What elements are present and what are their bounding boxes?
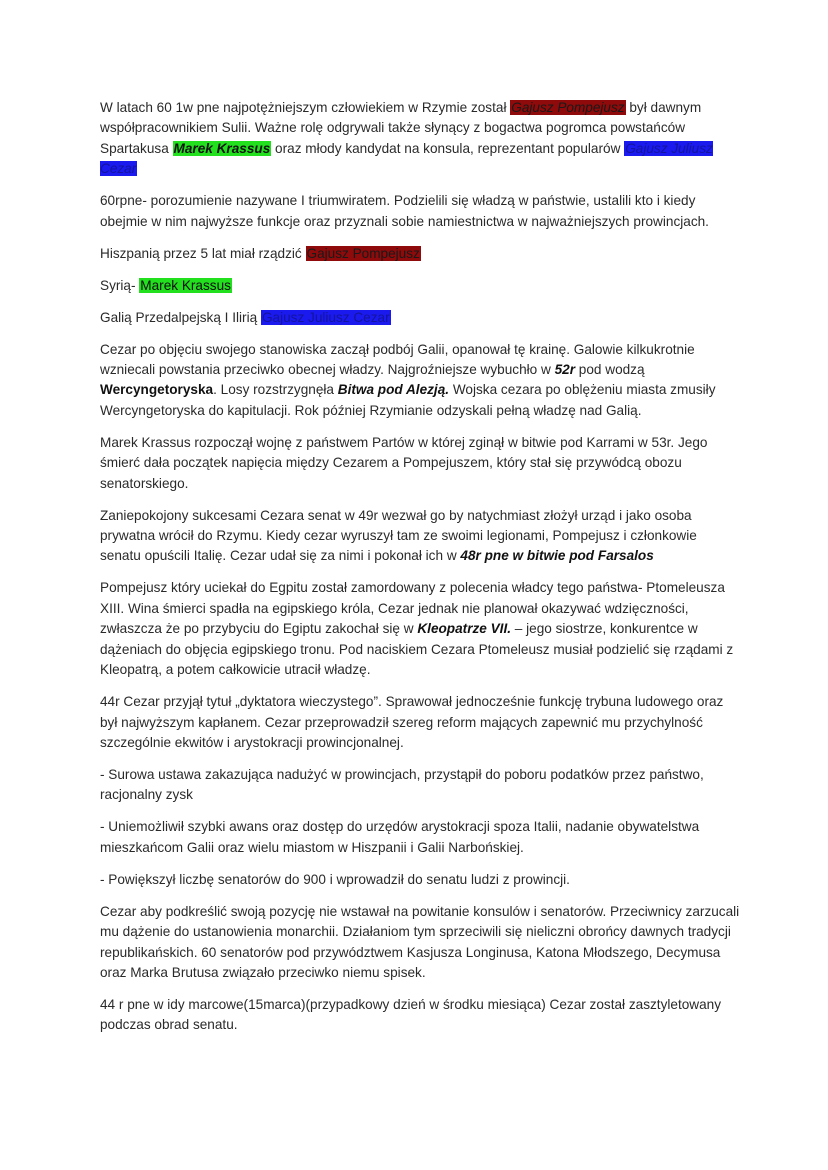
paragraph-ides: 44 r pne w idy marcowe(15marca)(przypadkowy dzień w środku miesiąca) Cezar został zasztyletowany podczas obrad senatu. bbox=[100, 996, 722, 1033]
paragraph-galia bbox=[100, 308, 740, 328]
text: Hiszpanią przez 5 lat miał rządzić bbox=[100, 245, 306, 261]
text: Zaniepokojony sukcesami Cezara senat w 49r wezwał go by natychmiast złożył urząd i jako osoba prywatna wrócił do Rzymu. Kiedy cezar wyruszył tam ze swoimi legionami, Pompejusz i członkowie senatu opuścili Italię. Cezar udał się za nimi i pokonał ich w bbox=[100, 507, 697, 564]
paragraph-triumvirate: 60rpne- porozumienie nazywane I triumwiratem. Podzielili się władzą w państwie, ustalili kto i kiedy obejmie w nim najwyższe funkcje oraz przyznali sobie namiestnictwa w najważniejszych prowincjach. bbox=[100, 193, 709, 229]
document-body bbox=[100, 98, 740, 1047]
text: Syrią- bbox=[100, 277, 140, 293]
text: był dawnym współpracownikiem Sulii. Ważne rolę odgrywali także słynący z bogactwa pogromca powstańców Spartakusa bbox=[100, 100, 702, 156]
text: Galią Przedalpejską I Ilirią bbox=[100, 309, 261, 325]
text: Cezar po objęciu swojego stanowiska zaczął podbój Galii, opanował tę krainę. Galowie kilkukrotnie wzniecali powstania przeciwko obecnej władzy. Najgroźniejsze wybuchło w bbox=[100, 341, 695, 378]
paragraph-reform-3: - Powiększył liczbę senatorów do 900 i wprowadził do senatu ludzi z prowincji. bbox=[100, 871, 570, 887]
highlight-pompejusz: Gajusz Pompejusz bbox=[306, 245, 420, 261]
paragraph-galia-conquest bbox=[100, 340, 740, 422]
text: pod wodzą bbox=[575, 362, 645, 378]
paragraph-egypt bbox=[100, 578, 740, 680]
text: . Losy rozstrzygnęła bbox=[213, 382, 338, 398]
paragraph-reform-1: - Surowa ustawa zakazująca nadużyć w prowincjach, przystąpił do poboru podatków przez państwo, racjonalny zysk bbox=[100, 766, 704, 803]
bold-battle: Bitwa pod Alezją. bbox=[337, 382, 450, 398]
text: Wojska cezara po oblężeniu miasta zmusiły Wercyngetoryska do kapitulacji. Rok później Rzymianie odzyskali pełną władzę nad Galią. bbox=[100, 382, 716, 418]
bold-battle: 48r pne w bitwie pod Farsalos bbox=[460, 548, 654, 564]
highlight-cezar: Gajusz Juliusz Cezar bbox=[261, 309, 390, 325]
highlight-krassus: Marek Krassus bbox=[140, 277, 231, 293]
paragraph-reform-2: - Uniemożliwił szybki awans oraz dostęp do urzędów arystokracji spoza Italii, nadanie obywatelstwa mieszkańcom Galii oraz wielu miastom w Hiszpanii i Galii Narbońskiej. bbox=[100, 819, 700, 855]
paragraph-conspiracy: Cezar aby podkreślić swoją pozycję nie wstawał na powitanie konsulów i senatorów. Przeciwnicy zarzucali mu dążenie do ustanowienia monarchii. Działaniom tym sprzeciwili się nieliczni obrońcy dawnych tradycji republikańskich. 60 senatorów pod przywództwem Kasjusza Longinusa, Katona Młodszego, Decymusa oraz Marka Brutusa związało przeciwko niemu spisek. bbox=[100, 903, 740, 980]
highlight-pompejusz: Gajusz Pompejusz bbox=[511, 100, 625, 115]
paragraph-dictator: 44r Cezar przyjął tytuł „dyktatora wieczystego”. Sprawował jednocześnie funkcję trybuna ludowego oraz był najwyższym kapłanem. Cezar przeprowadził szereg reform mających zapewnić mu przychylność szczególnie ekwitów i arystokracji prowincjonalnej. bbox=[100, 694, 724, 750]
highlight-krassus: Marek Krassus bbox=[173, 140, 271, 156]
bold-name: Wercyngetoryska bbox=[100, 382, 214, 398]
bold-year: 52r bbox=[554, 362, 576, 378]
paragraph-intro bbox=[100, 98, 740, 180]
text: W latach 60 1w pne najpotężniejszym człowiekiem w Rzymie został bbox=[100, 100, 511, 115]
paragraph-syria bbox=[100, 276, 740, 296]
paragraph-krassus: Marek Krassus rozpoczął wojnę z państwem Partów w której zginął w bitwie pod Karrami w 53r. Jego śmierć dała początek napięcia między Cezarem a Pompejuszem, który stał się przywódcą obozu senatorskiego. bbox=[100, 434, 708, 491]
bold-name: Kleopatrze VII. bbox=[417, 621, 512, 637]
paragraph-hiszpania bbox=[100, 244, 740, 264]
paragraph-senate bbox=[100, 506, 740, 567]
text: oraz młody kandydat na konsula, reprezentant popularów bbox=[271, 140, 625, 156]
highlight-cezar: Gajusz Juliusz Cezar bbox=[100, 140, 713, 177]
text: Pompejusz który uciekał do Egpitu został zamordowany z polecenia władcy tego państwa- Ptomeleusza XIII. Wina śmierci spadła na egipskiego króla, Cezar jednak nie planował okazywać wdzięczności, zwłaszcza że po przybyciu do Egiptu zakochał się w bbox=[100, 580, 725, 637]
text: – jego siostrze, konkurentce w dążeniach do objęcia egipskiego tronu. Pod naciskiem Cezara Ptomeleusz musiał podzielić się rządami z Kleopatrą, a potem całkowicie utracił władzę. bbox=[100, 621, 734, 678]
